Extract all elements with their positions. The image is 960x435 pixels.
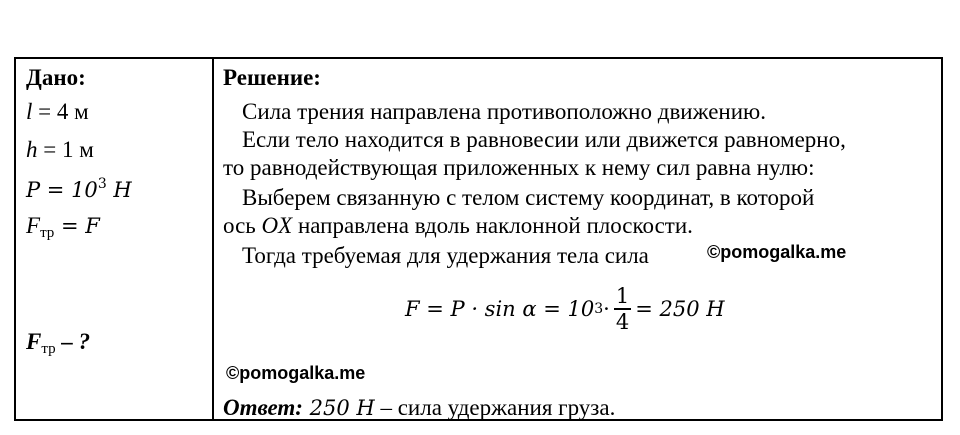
watermark-top: ©pomogalka.me: [707, 242, 847, 262]
weight-exponent: 3: [97, 176, 107, 192]
given-length: [26, 99, 89, 125]
answer-line: [223, 395, 615, 421]
formula-left: F = P · sin α = 10: [405, 297, 595, 321]
given-friction: [26, 213, 100, 239]
column-divider: [212, 59, 214, 419]
weight-unit: H: [106, 178, 132, 202]
formula-right: = 250 H: [635, 297, 725, 321]
solution-line-2: Если тело находится в равновесии или движется равномерно,: [242, 127, 846, 152]
solution-line-5: [223, 213, 693, 239]
solution-table: [14, 57, 943, 421]
height-symbol: h: [26, 137, 38, 162]
given-height: [26, 137, 94, 163]
formula-fraction: [614, 284, 631, 334]
answer-value: 250 H: [302, 396, 375, 420]
watermark-bottom: ©pomogalka.me: [226, 363, 366, 383]
find-subscript: тр: [41, 341, 56, 357]
length-symbol: l: [26, 99, 33, 124]
given-title: Дано:: [26, 65, 86, 90]
fraction-numerator: 1: [615, 284, 630, 308]
formula-dot: ·: [603, 297, 610, 321]
solution-line-3: то равнодействующая приложенных к нему сил равна нулю:: [223, 155, 815, 180]
find-symbol: F: [26, 329, 42, 354]
solution-title: Решение:: [223, 65, 321, 90]
solution-line-1: Сила трения направлена противоположно движению.: [242, 99, 766, 124]
given-weight: [26, 177, 132, 203]
length-value: = 4 м: [32, 99, 89, 124]
friction-symbol: F: [26, 213, 41, 238]
friction-equation: = F: [54, 214, 100, 238]
answer-label: Ответ:: [223, 395, 303, 420]
main-formula: F = P · sin α = 10 3 · $\frac{1}{4}$ = 250 H: [405, 284, 725, 334]
axis-name: OX: [261, 213, 293, 238]
height-value: = 1 м: [37, 137, 94, 162]
axis-prefix: ось: [223, 213, 262, 238]
weight-expression: P = 10: [26, 178, 98, 202]
friction-subscript: тр: [40, 225, 55, 241]
solution-line-4: Выберем связанную с телом систему координат, в которой: [242, 185, 815, 210]
find-quantity: [26, 329, 90, 355]
fraction-denominator: 4: [615, 310, 630, 334]
find-question: – ?: [55, 329, 91, 354]
answer-text: – сила удержания груза.: [374, 395, 616, 420]
solution-line-6: Тогда требуемая для удержания тела сила: [242, 243, 649, 268]
axis-suffix: направлена вдоль наклонной плоскости.: [292, 213, 693, 238]
